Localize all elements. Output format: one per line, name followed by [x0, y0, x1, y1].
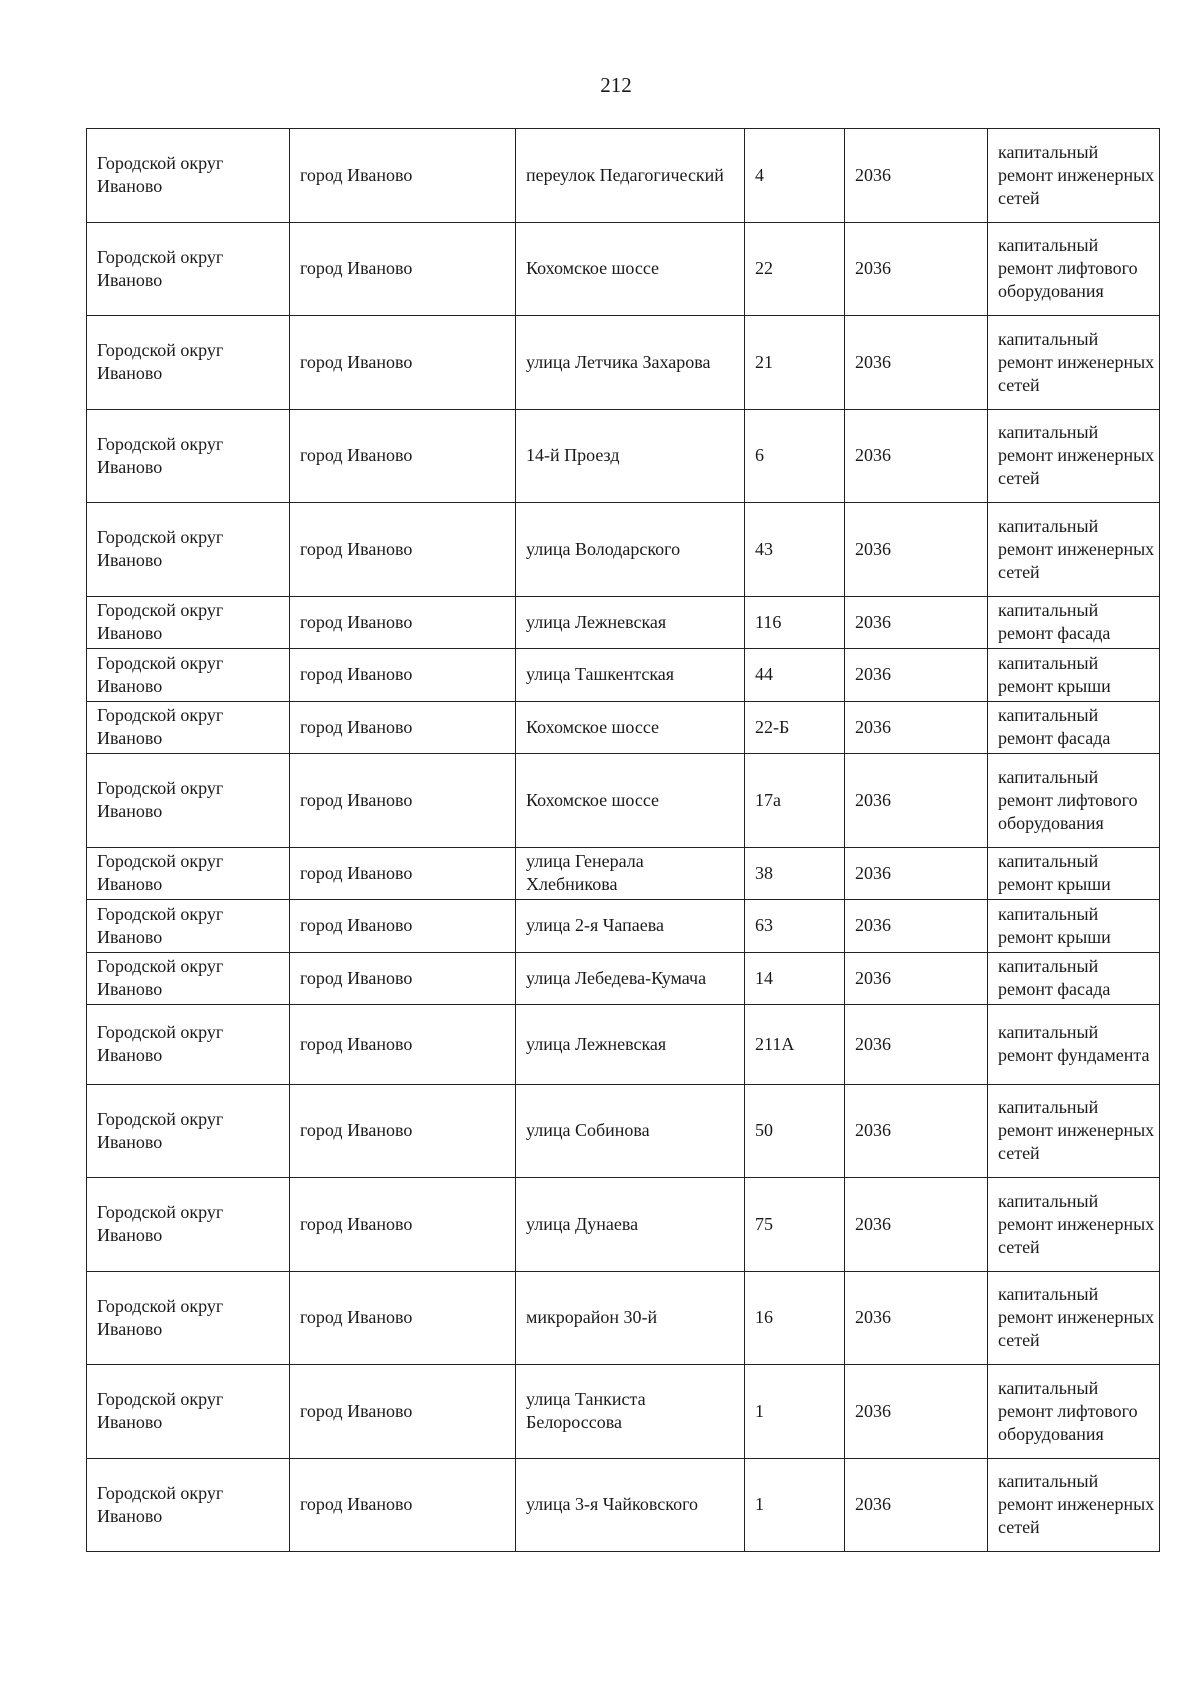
street-cell: улица Летчика Захарова — [516, 316, 745, 410]
year-cell: 2036 — [845, 1271, 988, 1365]
table-row — [87, 1084, 1160, 1178]
year-cell: 2036 — [845, 952, 988, 1005]
street-cell: микрорайон 30-й — [516, 1271, 745, 1365]
street-cell: улица Танкиста Белороссова — [516, 1365, 745, 1459]
table-row — [87, 129, 1160, 223]
locality-cell: город Иваново — [290, 754, 516, 848]
street-cell: улица Лежневская — [516, 1005, 745, 1085]
municipality-cell: Городской округ Иваново — [87, 1084, 290, 1178]
house-number-cell: 4 — [745, 129, 845, 223]
locality-cell: город Иваново — [290, 409, 516, 503]
house-number-cell: 1 — [745, 1365, 845, 1459]
work-type-cell: капитальный ремонт инженерных сетей — [988, 1178, 1160, 1272]
table-row — [87, 1005, 1160, 1085]
house-number-cell: 116 — [745, 596, 845, 649]
locality-cell: город Иваново — [290, 316, 516, 410]
street-cell: улица Лебедева-Кумача — [516, 952, 745, 1005]
table-row — [87, 701, 1160, 754]
locality-cell: город Иваново — [290, 649, 516, 702]
table-row — [87, 952, 1160, 1005]
locality-cell: город Иваново — [290, 1178, 516, 1272]
street-cell: 14-й Проезд — [516, 409, 745, 503]
street-cell: Кохомское шоссе — [516, 754, 745, 848]
table-row — [87, 754, 1160, 848]
house-number-cell: 50 — [745, 1084, 845, 1178]
house-number-cell: 16 — [745, 1271, 845, 1365]
year-cell: 2036 — [845, 316, 988, 410]
year-cell: 2036 — [845, 1005, 988, 1085]
work-type-cell: капитальный ремонт фундамента — [988, 1005, 1160, 1085]
work-type-cell: капитальный ремонт лифтового оборудования — [988, 222, 1160, 316]
table-row — [87, 596, 1160, 649]
work-type-cell: капитальный ремонт инженерных сетей — [988, 1084, 1160, 1178]
locality-cell: город Иваново — [290, 129, 516, 223]
locality-cell: город Иваново — [290, 847, 516, 900]
municipality-cell: Городской округ Иваново — [87, 952, 290, 1005]
street-cell: улица Дунаева — [516, 1178, 745, 1272]
table-row — [87, 1178, 1160, 1272]
municipality-cell: Городской округ Иваново — [87, 129, 290, 223]
house-number-cell: 21 — [745, 316, 845, 410]
house-number-cell: 75 — [745, 1178, 845, 1272]
work-type-cell: капитальный ремонт фасада — [988, 952, 1160, 1005]
table-row — [87, 409, 1160, 503]
municipality-cell: Городской округ Иваново — [87, 649, 290, 702]
work-type-cell: капитальный ремонт инженерных сетей — [988, 503, 1160, 597]
year-cell: 2036 — [845, 649, 988, 702]
municipality-cell: Городской округ Иваново — [87, 1365, 290, 1459]
table-row — [87, 847, 1160, 900]
repair-schedule-table — [86, 128, 1159, 1552]
locality-cell: город Иваново — [290, 1365, 516, 1459]
locality-cell: город Иваново — [290, 952, 516, 1005]
municipality-cell: Городской округ Иваново — [87, 900, 290, 953]
year-cell: 2036 — [845, 222, 988, 316]
table-row — [87, 503, 1160, 597]
street-cell: переулок Педагогический — [516, 129, 745, 223]
municipality-cell: Городской округ Иваново — [87, 503, 290, 597]
work-type-cell: капитальный ремонт инженерных сетей — [988, 1458, 1160, 1552]
year-cell: 2036 — [845, 1178, 988, 1272]
work-type-cell: капитальный ремонт инженерных сетей — [988, 1271, 1160, 1365]
table-row — [87, 1365, 1160, 1459]
locality-cell: город Иваново — [290, 701, 516, 754]
work-type-cell: капитальный ремонт лифтового оборудования — [988, 754, 1160, 848]
work-type-cell: капитальный ремонт лифтового оборудования — [988, 1365, 1160, 1459]
house-number-cell: 43 — [745, 503, 845, 597]
work-type-cell: капитальный ремонт инженерных сетей — [988, 316, 1160, 410]
year-cell: 2036 — [845, 754, 988, 848]
municipality-cell: Городской округ Иваново — [87, 1458, 290, 1552]
locality-cell: город Иваново — [290, 503, 516, 597]
house-number-cell: 44 — [745, 649, 845, 702]
locality-cell: город Иваново — [290, 1084, 516, 1178]
municipality-cell: Городской округ Иваново — [87, 1178, 290, 1272]
work-type-cell: капитальный ремонт крыши — [988, 900, 1160, 953]
year-cell: 2036 — [845, 1084, 988, 1178]
street-cell: улица 3-я Чайковского — [516, 1458, 745, 1552]
house-number-cell: 22 — [745, 222, 845, 316]
street-cell: Кохомское шоссе — [516, 222, 745, 316]
street-cell: улица Ташкентская — [516, 649, 745, 702]
municipality-cell: Городской округ Иваново — [87, 596, 290, 649]
year-cell: 2036 — [845, 596, 988, 649]
work-type-cell: капитальный ремонт инженерных сетей — [988, 409, 1160, 503]
year-cell: 2036 — [845, 847, 988, 900]
street-cell: улица 2-я Чапаева — [516, 900, 745, 953]
house-number-cell: 1 — [745, 1458, 845, 1552]
table-row — [87, 649, 1160, 702]
house-number-cell: 22-Б — [745, 701, 845, 754]
locality-cell: город Иваново — [290, 596, 516, 649]
table-row — [87, 1271, 1160, 1365]
year-cell: 2036 — [845, 409, 988, 503]
year-cell: 2036 — [845, 900, 988, 953]
street-cell: улица Собинова — [516, 1084, 745, 1178]
table-row — [87, 316, 1160, 410]
house-number-cell: 63 — [745, 900, 845, 953]
work-type-cell: капитальный ремонт инженерных сетей — [988, 129, 1160, 223]
house-number-cell: 14 — [745, 952, 845, 1005]
municipality-cell: Городской округ Иваново — [87, 409, 290, 503]
municipality-cell: Городской округ Иваново — [87, 847, 290, 900]
street-cell: улица Лежневская — [516, 596, 745, 649]
table-row — [87, 1458, 1160, 1552]
house-number-cell: 6 — [745, 409, 845, 503]
year-cell: 2036 — [845, 701, 988, 754]
house-number-cell: 38 — [745, 847, 845, 900]
locality-cell: город Иваново — [290, 222, 516, 316]
year-cell: 2036 — [845, 503, 988, 597]
work-type-cell: капитальный ремонт фасада — [988, 701, 1160, 754]
table-row — [87, 900, 1160, 953]
municipality-cell: Городской округ Иваново — [87, 701, 290, 754]
table-row — [87, 222, 1160, 316]
work-type-cell: капитальный ремонт крыши — [988, 649, 1160, 702]
municipality-cell: Городской округ Иваново — [87, 754, 290, 848]
page-number: 212 — [600, 73, 632, 97]
street-cell: улица Генерала Хлебникова — [516, 847, 745, 900]
locality-cell: город Иваново — [290, 1271, 516, 1365]
year-cell: 2036 — [845, 1458, 988, 1552]
work-type-cell: капитальный ремонт фасада — [988, 596, 1160, 649]
street-cell: улица Володарского — [516, 503, 745, 597]
year-cell: 2036 — [845, 1365, 988, 1459]
year-cell: 2036 — [845, 129, 988, 223]
house-number-cell: 17а — [745, 754, 845, 848]
municipality-cell: Городской округ Иваново — [87, 222, 290, 316]
municipality-cell: Городской округ Иваново — [87, 316, 290, 410]
municipality-cell: Городской округ Иваново — [87, 1271, 290, 1365]
street-cell: Кохомское шоссе — [516, 701, 745, 754]
locality-cell: город Иваново — [290, 1458, 516, 1552]
house-number-cell: 211А — [745, 1005, 845, 1085]
locality-cell: город Иваново — [290, 900, 516, 953]
locality-cell: город Иваново — [290, 1005, 516, 1085]
work-type-cell: капитальный ремонт крыши — [988, 847, 1160, 900]
municipality-cell: Городской округ Иваново — [87, 1005, 290, 1085]
